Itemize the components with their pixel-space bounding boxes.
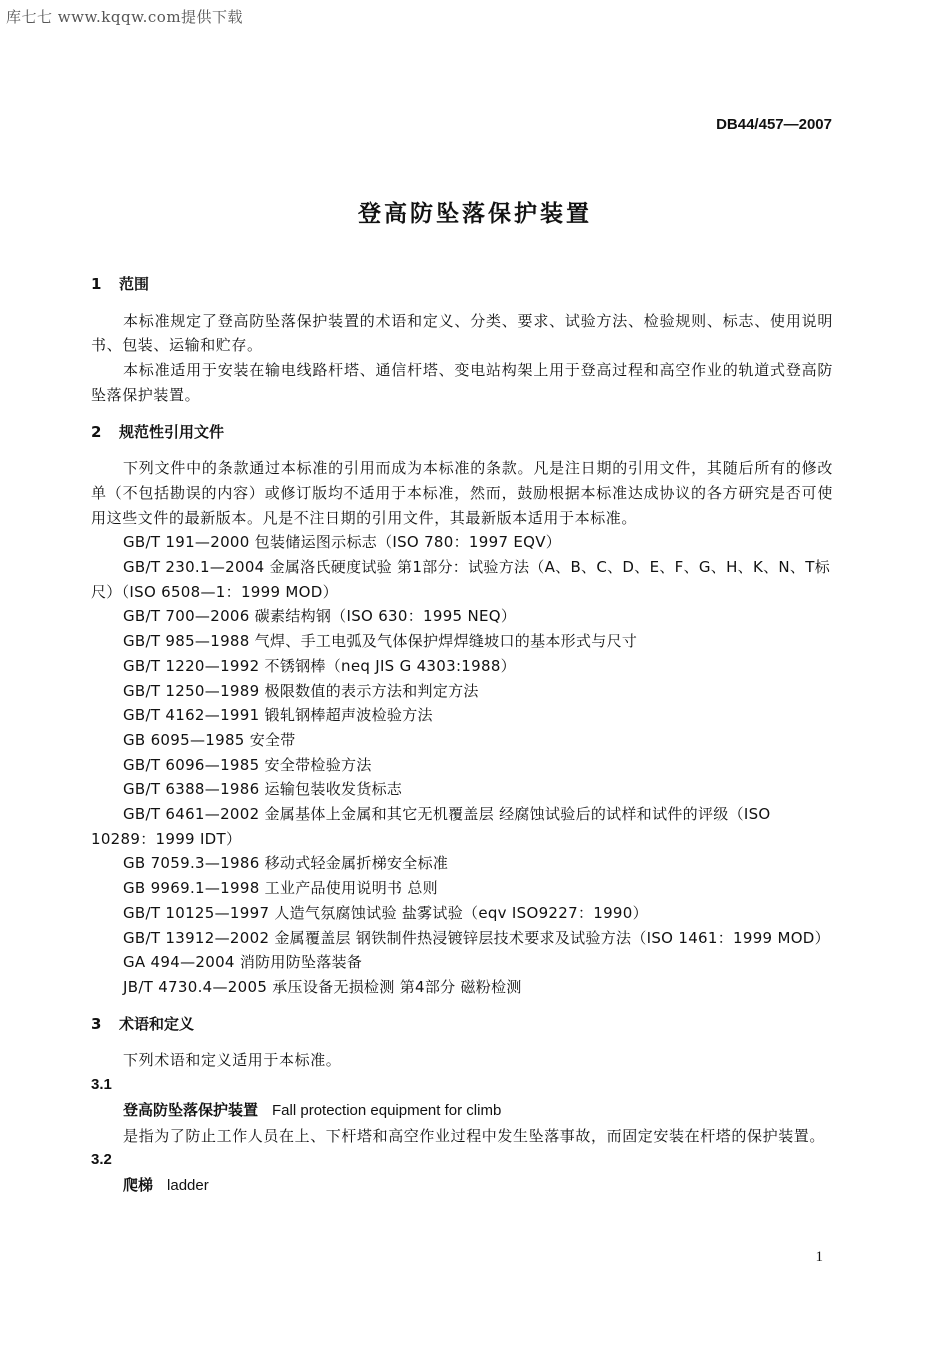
reference-item: GB/T 13912—2002 金属覆盖层 钢铁制件热浸镀锌层技术要求及试验方法（ISO 1461：1999 MOD） (123, 928, 830, 947)
term-english: Fall protection equipment for climb (272, 1101, 502, 1119)
reference-item: GB/T 4162—1991 锻轧钢棒超声波检验方法 (123, 706, 433, 725)
paragraph: 下列术语和定义适用于本标准。 (123, 1051, 342, 1070)
paragraph: 本标准规定了登高防坠落保护装置的术语和定义、分类、要求、试验方法、检验规则、标志、使用说明书、包装、运输和贮存。 (91, 311, 833, 355)
reference-item: GB/T 6096—1985 安全带检验方法 (123, 755, 372, 774)
section-title: 范围 (119, 275, 150, 293)
reference-item: GB 9969.1—1998 工业产品使用说明书 总则 (123, 879, 438, 898)
reference-item: GB/T 191—2000 包装储运图示标志（ISO 780：1997 EQV） (123, 533, 562, 552)
section-title: 规范性引用文件 (119, 422, 225, 441)
section-title: 术语和定义 (119, 1014, 195, 1033)
term-entry (91, 1173, 833, 1199)
section-number: 1 (91, 275, 102, 293)
reference-item: GB 6095—1985 安全带 (123, 730, 296, 749)
reference-item: GB/T 700—2006 碳素结构钢（ISO 630：1995 NEQ） (123, 607, 517, 626)
reference-item: GB/T 1250—1989 极限数值的表示方法和判定方法 (123, 681, 479, 700)
reference-item: GB/T 6461—2002 金属基体上金属和其它无机覆盖层 经腐蚀试验后的试样和试件的评级（ISO 10289：1999 IDT） (91, 805, 771, 848)
standard-code: DB44/457—2007 (716, 116, 832, 133)
section-heading-normative-references (91, 420, 833, 445)
reference-item: GB/T 985—1988 气焊、手工电弧及气体保护焊焊缝坡口的基本形式与尺寸 (123, 632, 638, 651)
watermark-text: 库七七 www.kqqw.com提供下载 (6, 8, 244, 26)
section-heading-terms-definitions (91, 1012, 833, 1037)
term-entry (91, 1098, 833, 1124)
subsection-number: 3.2 (91, 1151, 112, 1169)
reference-item: GB/T 1220—1992 不锈钢棒（neq JIS G 4303:1988） (123, 656, 516, 675)
reference-item: GB/T 230.1—2004 金属洛氏硬度试验 第1部分：试验方法（A、B、C、D、E、F、G、H、K、N、T标尺）（ISO 6508—1：1999 MOD） (91, 558, 830, 601)
term-definition: 是指为了防止工作人员在上、下杆塔和高空作业过程中发生坠落事故，而固定安装在杆塔的保护装置。 (123, 1126, 826, 1145)
term-chinese: 爬梯 (123, 1175, 154, 1194)
term-english: ladder (167, 1176, 209, 1194)
reference-item: GB 7059.3—1986 移动式轻金属折梯安全标准 (123, 854, 449, 873)
reference-item: JB/T 4730.4—2005 承压设备无损检测 第4部分 磁粉检测 (123, 977, 522, 996)
reference-item: GB/T 6388—1986 运输包装收发货标志 (123, 780, 403, 799)
term-chinese: 登高防坠落保护装置 (123, 1100, 259, 1119)
document-body (91, 272, 833, 1199)
section-heading-scope (91, 272, 833, 297)
reference-item: GB/T 10125—1997 人造气氛腐蚀试验 盐雾试验（eqv ISO9227：1990） (123, 903, 648, 922)
paragraph: 下列文件中的条款通过本标准的引用而成为本标准的条款。凡是注日期的引用文件，其随后所有的修改单（不包括勘误的内容）或修订版均不适用于本标准，然而，鼓励根据本标准达成协议的各方研究是否可使用这些文件的最新版本。凡是不注日期的引用文件，其最新版本适用于本标准。 (91, 459, 833, 527)
reference-item: GA 494—2004 消防用防坠落装备 (123, 953, 363, 972)
section-number: 2 (91, 422, 102, 441)
page-title: 登高防坠落保护装置 (358, 201, 592, 227)
subsection-number: 3.1 (91, 1076, 112, 1094)
page-number: 1 (815, 1249, 823, 1265)
section-number: 3 (91, 1014, 102, 1033)
paragraph: 本标准适用于安装在输电线路杆塔、通信杆塔、变电站构架上用于登高过程和高空作业的轨道式登高防坠落保护装置。 (91, 361, 833, 404)
